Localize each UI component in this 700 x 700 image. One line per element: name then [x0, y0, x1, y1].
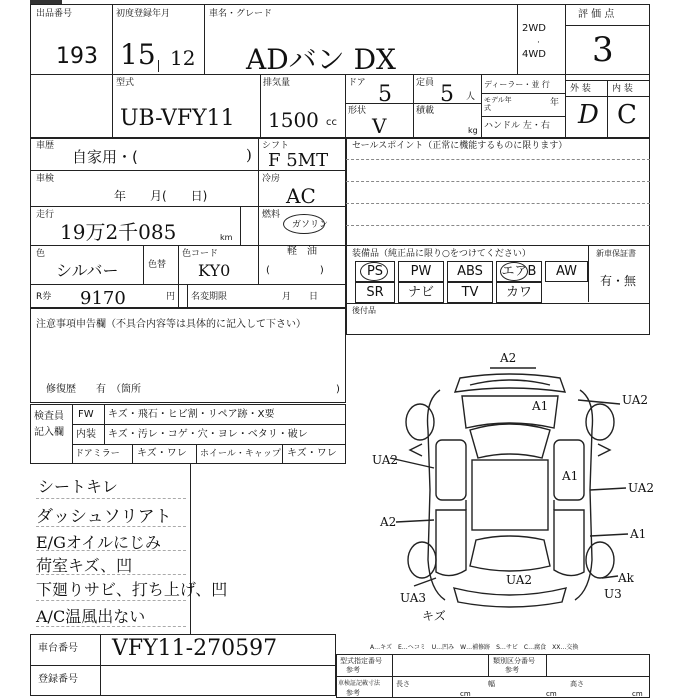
reg-label: 初度登録年月 [116, 9, 171, 19]
post-label: 後付品 [352, 306, 376, 315]
sales-label: セールスポイント（正常に機能するものに限ります） [352, 141, 568, 151]
mark-a2-top: A2 [500, 351, 517, 365]
mark-kizu: キズ [422, 609, 446, 623]
warranty-value: 有・無 [600, 274, 637, 288]
class-label: 類別区分番号 [493, 657, 535, 665]
displacement-unit: cc [326, 117, 337, 128]
displacement-label: 排気量 [263, 78, 291, 88]
car-front-bumper [455, 374, 565, 392]
shift-label: シフト [262, 141, 290, 151]
color-value: シルバー [56, 261, 119, 280]
fuel-paren: ( ) [266, 265, 324, 276]
wheel-fr [586, 404, 614, 440]
repair-label: 修復歴 有 （箇所 [46, 384, 141, 395]
inspector-row2-label: 内装 [76, 429, 96, 440]
name-change-label: 名変期限 [191, 292, 228, 302]
equip-aw: AW [545, 261, 588, 282]
wheel-fl [406, 404, 434, 440]
mark-ua4: UA2 [372, 453, 399, 467]
history-value: 自家用・( [72, 148, 138, 166]
reg-year: 15 [120, 38, 156, 71]
recycle-label: R券 [36, 292, 52, 302]
color-code-value: KY0 [198, 261, 231, 280]
mark-a1-top: A1 [532, 399, 549, 413]
mark-u3: U3 [604, 587, 622, 601]
car-rear-bumper [454, 588, 566, 607]
mark-a2-l: A2 [380, 515, 397, 529]
inspector-row2-text: キズ・汚レ・コゲ・穴・ヨレ・ベタリ・破レ [108, 429, 308, 440]
damage-legend: A…キズ E…ヘコミ U…凹み W…補修跡 S…サビ C…腐食 XX…交換 [370, 644, 579, 651]
class-ref: 参考 [505, 666, 519, 674]
capacity-value: 5 [440, 82, 454, 107]
mark-ua2-mr: UA2 [628, 481, 655, 495]
drive-4wd: 4WD [522, 49, 546, 60]
history-close: ) [246, 146, 252, 164]
inspector-row1-label: FW [78, 409, 94, 420]
car-rear-window [470, 536, 550, 571]
note-line-2: ダッシュソリアト [36, 507, 172, 527]
name-change-value: 月 日 [282, 292, 319, 302]
inspector-row1-text: キズ・飛石・ヒビ割・リペア跡・X要 [108, 409, 275, 420]
int-label: 内 装 [612, 84, 633, 94]
mark-ref: 参考 [346, 666, 360, 674]
color-code-label: 色コード [182, 249, 219, 259]
mark-a1-mid: A1 [562, 469, 579, 483]
equip-ps: PS [355, 261, 395, 282]
note-line-1: シートキレ [38, 477, 118, 496]
shape-value: V [372, 114, 387, 138]
height-unit: cm [632, 690, 643, 698]
note-line-3: E/Gオイルにじみ [36, 533, 162, 552]
equip-airbag-circle [500, 262, 528, 281]
capacity-unit: 人 [466, 92, 476, 102]
wheel-rl [408, 542, 436, 578]
car-left-rear [436, 510, 466, 576]
recycle-value: 9170 [80, 288, 126, 309]
note-line-4: 荷室キズ、凹 [36, 556, 133, 575]
drive-dot: · [537, 38, 540, 48]
height-label: 高さ [570, 680, 584, 688]
size-ref: 参考 [346, 689, 360, 697]
color-change-label: 色替 [148, 260, 167, 270]
aircon-label: 冷房 [262, 174, 281, 184]
name-label: 車名・グレード [209, 9, 273, 19]
inspector-row3-label: ドアミラー [75, 449, 120, 459]
color-label: 色 [36, 249, 46, 259]
mileage-value: 19万2千085 [60, 220, 177, 244]
fuel-gas: ガソリン [292, 220, 329, 230]
equip-ps-circle [360, 262, 388, 281]
model-year-unit: 年 [550, 98, 560, 108]
length-unit: cm [460, 690, 471, 698]
equip-sr: SR [355, 282, 395, 303]
shift-value: F 5MT [268, 150, 329, 171]
displacement-value: 1500 [268, 108, 319, 132]
mirror-left [410, 444, 422, 456]
inspector-label1: 検査員 [34, 411, 64, 422]
equip-leather: カワ [496, 282, 542, 303]
car-windshield [470, 424, 550, 458]
car-left-side [436, 440, 466, 500]
lot-label: 出品番号 [36, 9, 73, 19]
car-diagram [350, 340, 670, 630]
inspector-row3-wheel-text: キズ・ワレ [287, 448, 337, 459]
equip-pw: PW [398, 261, 444, 282]
handle-label: ハンドル 左・右 [484, 121, 550, 131]
equip-navi: ナビ [398, 282, 444, 303]
load-label: 積載 [416, 106, 435, 116]
inspector-label2: 記入欄 [34, 427, 64, 438]
car-roof-outline [470, 380, 550, 385]
reg-number-label: 登録番号 [38, 674, 78, 685]
notes-label: 注意事項申告欄（不具合内容等は具体的に記入して下さい） [36, 319, 306, 330]
fuel-diesel: 軽 油 [287, 246, 317, 257]
door-value: 5 [378, 82, 392, 107]
inspector-row3-text: キズ・ワレ [137, 448, 187, 459]
shape-label: 形状 [348, 106, 367, 116]
ext-label: 外 装 [570, 84, 591, 94]
repair-close: ) [336, 384, 340, 395]
length-label: 長さ [396, 680, 410, 688]
chassis-label: 車台番号 [38, 643, 78, 654]
mark-ak: Ak [618, 571, 634, 585]
mileage-label: 走行 [36, 210, 55, 220]
mark-ua2-tr: UA2 [622, 393, 649, 407]
note-line-6: A/C温風出ない [36, 607, 146, 626]
int-value: C [617, 100, 637, 130]
equip-airbag: エアB [496, 261, 542, 282]
inspection-label: 車検 [36, 174, 55, 184]
name-value: ADバン DX [246, 43, 396, 76]
mark-label: 型式指定番号 [340, 657, 382, 665]
drive-2wd: 2WD [522, 23, 546, 34]
mark-ua3: UA3 [400, 591, 427, 605]
sales-frame [346, 138, 650, 335]
model-year-label: モデル年式 [484, 96, 512, 112]
capacity-label: 定員 [416, 78, 435, 88]
mirror-right [598, 444, 610, 456]
history-label: 車歴 [36, 141, 55, 151]
inspection-value: 年 月( 日) [114, 189, 208, 203]
mark-line-a1-r [590, 534, 628, 536]
width-label: 幅 [488, 680, 495, 688]
chassis-value: VFY11-270597 [112, 636, 278, 661]
equipment-label: 装備品（純正品に限り○をつけてください） [352, 249, 531, 259]
mark-ua2-bottom: UA2 [506, 573, 533, 587]
score-label: 評 価 点 [578, 9, 615, 20]
model-value: UB-VFY11 [120, 106, 235, 131]
door-label: ドア [348, 78, 366, 88]
equip-abs: ABS [447, 261, 493, 282]
ext-value: D [578, 100, 599, 130]
aircon-value: AC [286, 184, 316, 208]
recycle-unit: 円 [166, 292, 176, 302]
car-right-rear [554, 510, 584, 576]
car-roof-panel [472, 460, 548, 530]
inspector-row3-wheel: ホイール・キャップ [200, 449, 281, 459]
mark-a1-r: A1 [630, 527, 647, 541]
size-label: 車検証記載寸法 [338, 680, 381, 687]
wheel-rr [586, 542, 614, 578]
mark-line-a2-l [396, 520, 434, 522]
mark-line-ua2-mid [590, 488, 626, 490]
dealer-label: ディーラー・並 行 [484, 80, 550, 89]
lot-value: 193 [56, 44, 98, 69]
width-unit: cm [546, 690, 557, 698]
warranty-label: 新車保証書 [596, 249, 636, 258]
note-line-5: 下廻りサビ、打ち上げ、凹 [36, 580, 228, 599]
reg-month: 12 [170, 46, 196, 70]
load-unit: kg [468, 126, 478, 135]
fuel-label: 燃料 [262, 210, 281, 220]
mileage-unit: km [220, 233, 233, 242]
model-label: 型式 [116, 78, 135, 88]
score-value: 3 [592, 30, 614, 70]
mark-line-ak [602, 576, 618, 578]
equip-tv: TV [447, 282, 493, 303]
